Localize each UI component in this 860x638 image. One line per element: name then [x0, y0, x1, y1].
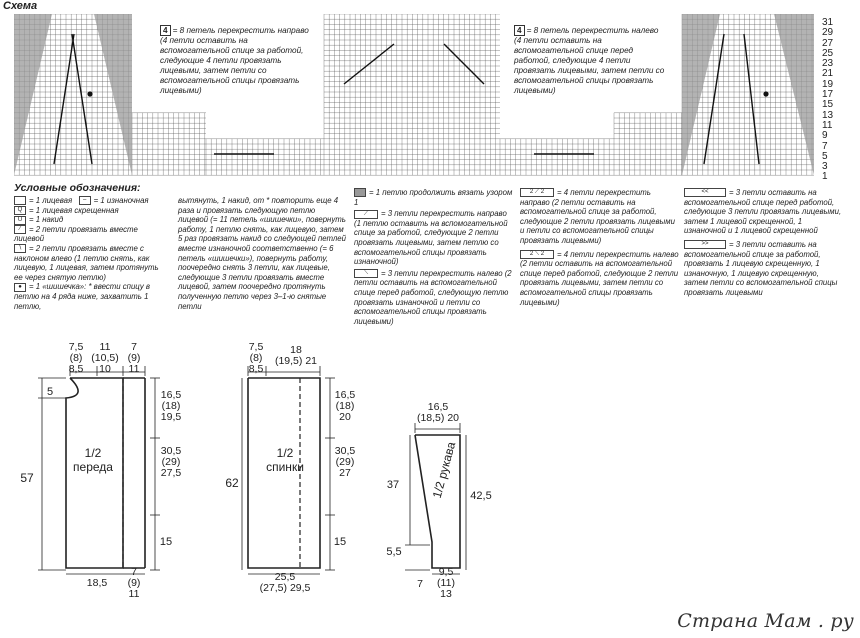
front-length-dim: 57 — [20, 471, 34, 485]
sleeve-bottom-dim: 9,5 (11) 13 — [437, 566, 455, 600]
row-number: 25 — [822, 47, 834, 59]
cross4-right-symbol-icon: 2 ⟋ 2 — [520, 188, 554, 197]
front-piece-label: 1/2 переда — [73, 446, 113, 474]
chart-title: Схема — [3, 0, 38, 12]
back-right-dim-2: 30,5 (29) 27 — [334, 445, 356, 479]
sleeve-side-dim: 42,5 — [470, 490, 492, 502]
legend-column-2: вытянуть, 1 накид, от * повторить еще 4 раза и провязать следующую петлю лицевой (= 11 петель «шишечки», повернуть работу, 1 петлю снять, как лицевую, затем 5 раз провязать накид со следующей петлей вместе изнаночной соответственно (= 6 петель «шишечки»), повернуть работу, поочередно снять 3 петли, как лицевые, следующие 3 петли провязать вместе лицевой, затем поочередно протянуть полученную петлю через 3–1-ю снятые петли — [178, 196, 346, 311]
row-number: 23 — [822, 58, 834, 70]
row-number: 3 — [822, 161, 828, 173]
row-number: 15 — [822, 99, 834, 111]
legend-item-cross3-right: ⟋ = 3 петли перекрестить направо (1 петлю оставить на вспомогательной спице за работой, следующие 2 петли провязать лицевыми, затем петлю со вспомогательной спицы провязать изнаночной) — [354, 209, 508, 267]
back-length-dim: 62 — [225, 476, 239, 490]
row-number: 7 — [822, 140, 828, 152]
row-number: 5 — [822, 150, 828, 162]
front-neck-dim: 5 — [46, 386, 54, 398]
legend-column-4 — [520, 188, 680, 307]
knit-symbol-icon — [14, 196, 26, 205]
yarn-over-symbol-icon: U — [14, 216, 26, 225]
sleeve-top-dim: 16,5 (18,5) 20 — [416, 401, 460, 424]
twisted-knit-symbol-icon: Q — [14, 206, 26, 215]
legend-item-cross3-left: ⟍ = 3 петли перекрестить налево (2 петли оставить на вспомогательной спице перед работой, следующую петлю провязать изнаночной и петли со вспомогательной спицы провязать лицевыми) — [354, 268, 512, 326]
chart-grid-svg — [14, 14, 814, 180]
legend-item-pattern1: = 1 петлю продолжить вязать узором 1 — [354, 188, 513, 207]
sleeve-cuff-dim: 5,5 — [386, 546, 402, 558]
back-bottom-dim: 25,5 (27,5) 29,5 — [259, 571, 311, 594]
row-number: 21 — [822, 68, 834, 80]
row-number: 13 — [822, 109, 834, 121]
pattern-continue-symbol-icon — [354, 188, 366, 197]
row-number: 17 — [822, 89, 834, 101]
front-bottom-width: 18,5 — [86, 577, 108, 589]
row-number: 11 — [822, 119, 833, 131]
legend-item-twisted: Q = 1 лицевая скрещенная — [14, 206, 164, 216]
back-top-mid-dim: 18 (19,5) 21 — [274, 344, 318, 367]
front-right-dim-1: 16,5 (18) 19,5 — [160, 389, 182, 423]
site-logo: Страна Мам . ру — [677, 610, 854, 632]
front-bottom-right-dim: 7 (9) 11 — [127, 566, 141, 600]
sleeve-piece-label: 1/2 рукава — [429, 440, 459, 500]
front-top-right-dim: 7 (9) 11 — [127, 341, 141, 375]
cross6-right-symbol-icon: >> — [684, 240, 726, 249]
legend-item-cross4-right: 2 ⟋ 2 = 4 петли перекрестить направо (2 петли оставить на вспомогательной спице за работой, следующие 2 петли провязать лицевыми и петли со вспомогательной спицы провязать лицевыми) — [520, 188, 675, 245]
legend-item-bobble: ● = 1 «шишечка»: * ввести спицу в петлю на 4 ряда ниже, захватить 1 петлю, — [14, 282, 150, 311]
row-number: 19 — [822, 78, 834, 90]
legend-column-5 — [684, 188, 844, 298]
note-cross-right-8: 4 = 8 петель перекрестить направо (4 петли оставить на вспомогательной спице за работой, следующие 4 петли провязать лицевыми, затем петли со вспомогательной спицы провязать лицевыми) — [160, 26, 309, 95]
purl-symbol-icon: – — [79, 196, 91, 205]
legend-item-ssk: ∖ = 2 петли провязать вместе с наклоном влево (1 петлю снять, как лицевую, 1 лицевая, затем протянуть ее через снятую петлю) — [14, 243, 159, 282]
front-right-dim-2: 30,5 (29) 27,5 — [160, 445, 182, 479]
front-top-left-dim: 7,5 (8) 8,5 — [68, 341, 84, 375]
note-cross-left-8: 4 = 8 петель перекрестить налево (4 петли оставить на вспомогательной спице перед работой, следующие 4 петли провязать лицевыми, затем петли со вспомогательной спицы провязать лицевыми) — [514, 26, 665, 95]
ssk-symbol-icon: ∖ — [14, 244, 26, 253]
front-top-mid-dim: 11 (10,5) 10 — [91, 341, 119, 375]
bobble-symbol-icon: ● — [14, 283, 26, 292]
cross4-left-symbol-icon: 2 ⟍ 2 — [520, 250, 554, 259]
legend-item-cross6-left: << = 3 петли оставить на вспомогательной спице перед работой, следующие 3 петли провязать лицевыми, затем 1 лицевой скрещенной, 1 изнаночной и 1 лицевой скрещенной — [684, 188, 842, 236]
k2tog-symbol-icon: ∕ — [14, 225, 26, 234]
legend-title: Условные обозначения: — [14, 182, 141, 194]
row-number: 1 — [822, 171, 828, 183]
legend-item-yo: U = 1 накид — [14, 215, 164, 225]
row-numbers — [822, 18, 852, 183]
legend-column-1 — [14, 196, 164, 311]
legend-item-cross4-left: 2 ⟍ 2 = 4 петли перекрестить налево (2 петли оставить на вспомогательной спице перед работой, следующие 2 петли провязать лицевыми, затем петли со вспомогательной спицы провязать лицевыми) — [520, 249, 679, 307]
row-number: 27 — [822, 37, 834, 49]
cross6-left-symbol-icon: << — [684, 188, 726, 197]
back-right-dim-3: 15 — [333, 536, 347, 548]
row-number: 9 — [822, 130, 828, 142]
cross3-left-symbol-icon: ⟍ — [354, 269, 378, 278]
front-right-dim-3: 15 — [159, 536, 173, 548]
sleeve-bottom-left-dim: 7 — [417, 578, 423, 590]
back-piece-label: 1/2 спинки — [266, 446, 304, 474]
legend-item-knit: = 1 лицевая – = 1 изнаночная — [14, 196, 164, 206]
legend-item-k2tog: ∕ = 2 петли провязать вместе лицевой — [14, 224, 138, 244]
knitting-chart — [14, 14, 814, 180]
legend-column-3 — [354, 188, 514, 326]
row-number: 29 — [822, 27, 834, 39]
cross3-right-symbol-icon: ⟋ — [354, 210, 378, 219]
back-right-dim-1: 16,5 (18) 20 — [334, 389, 356, 423]
legend-item-cross6-right: >> = 3 петли оставить на вспомогательной спице за работой, провязать 1 лицевую скрещенную, 1 изнаночную, 1 лицевую скрещенную, затем петли со вспомогательной спицы провязать лицевыми — [684, 239, 838, 297]
row-number: 31 — [822, 17, 834, 28]
back-top-left-dim: 7,5 (8) 8,5 — [248, 341, 264, 375]
sleeve-length-dim: 37 — [386, 479, 400, 491]
